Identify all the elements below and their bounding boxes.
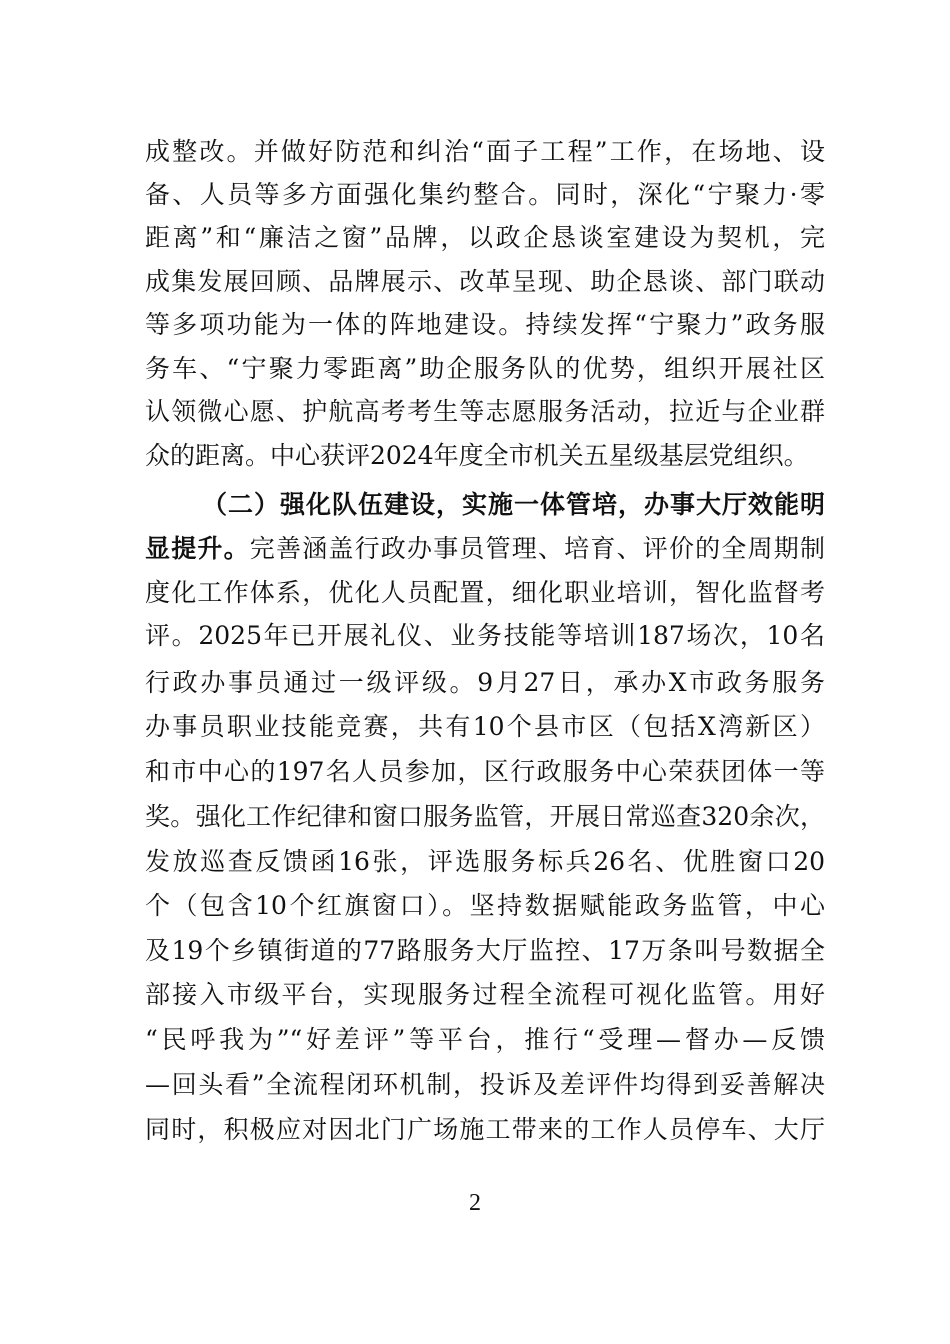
body-text-line: 度化工作体系，优化人员配置，细化职业培训，智化监督考 <box>145 578 825 607</box>
body-text-line: “民呼我为”“好差评”等平台，推行“受理—督办—反馈 <box>145 1025 825 1054</box>
body-text-line: 评。2025年已开展礼仪、业务技能等培训187场次，10名 <box>145 621 825 650</box>
body-text-line: 备、人员等多方面强化集约整合。同时，深化“宁聚力·零 <box>145 180 825 209</box>
body-text-segment: 完善涵盖行政办事员管理、培育、评价的全周期制 <box>249 534 825 563</box>
body-text-line: 同时，积极应对因北门广场施工带来的工作人员停车、大厅 <box>145 1115 825 1144</box>
body-text-line: 奖。强化工作纪律和窗口服务监管，开展日常巡查320余次， <box>145 802 825 831</box>
body-text-line: 认领微心愿、护航高考考生等志愿服务活动，拉近与企业群 <box>145 397 825 426</box>
body-text-line: 部接入市级平台，实现服务过程全流程可视化监管。用好 <box>145 980 825 1009</box>
section-heading-end: 显提升。 <box>145 534 250 563</box>
body-text-line: 行政办事员通过一级评级。9月27日，承办X市政务服务 <box>145 668 825 697</box>
body-text-line: 众的距离。中心获评2024年度全市机关五星级基层党组织。 <box>145 441 809 470</box>
body-text-line: 办事员职业技能竞赛，共有10个县市区（包括X湾新区） <box>145 712 825 741</box>
body-text-line: 及19个乡镇街道的77路服务大厅监控、17万条叫号数据全 <box>145 936 825 965</box>
body-text-line: 距离”和“廉洁之窗”品牌，以政企恳谈室建设为契机，完 <box>145 223 825 252</box>
page-number: 2 <box>469 1190 481 1216</box>
body-text-line <box>145 527 825 571</box>
body-text-line: 务车、“宁聚力零距离”助企服务队的优势，组织开展社区 <box>145 354 825 383</box>
body-text-line: 个（包含10个红旗窗口）。坚持数据赋能政务监管，中心 <box>145 891 825 920</box>
body-text-line: 和市中心的197名人员参加，区行政服务中心荣获团体一等 <box>145 757 825 786</box>
body-text-line: 发放巡查反馈函16张，评选服务标兵26名、优胜窗口20 <box>145 847 825 876</box>
body-text-line: 成集发展回顾、品牌展示、改革呈现、助企恳谈、部门联动 <box>145 267 825 296</box>
section-heading: （二）强化队伍建设，实施一体管培，办事大厅效能明 <box>202 490 825 519</box>
body-text-line: —回头看”全流程闭环机制，投诉及差评件均得到妥善解决 <box>145 1070 825 1099</box>
body-text-line: 成整改。并做好防范和纠治“面子工程”工作，在场地、设 <box>145 137 825 166</box>
body-text-line: 等多项功能为一体的阵地建设。持续发挥“宁聚力”政务服 <box>145 310 825 339</box>
